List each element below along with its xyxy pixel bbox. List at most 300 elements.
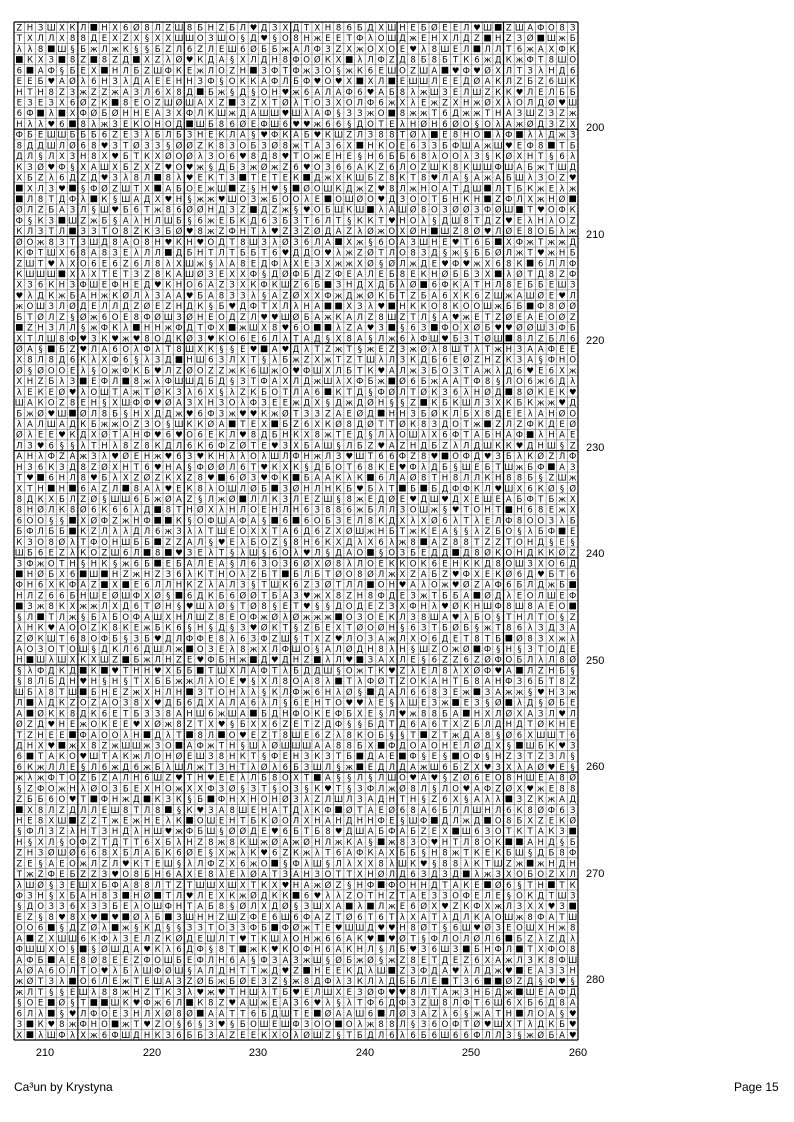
pattern-cell: Z — [38, 934, 44, 944]
pattern-cell: Т — [207, 249, 214, 259]
pattern-cell: Т — [463, 420, 470, 430]
pattern-cell: Н — [133, 891, 139, 901]
pattern-cell: ж — [473, 1009, 481, 1019]
pattern-cell: К — [176, 816, 182, 826]
pattern-cell — [314, 656, 321, 663]
pattern-cell: З — [155, 291, 160, 301]
pattern-cell: O — [90, 967, 97, 977]
pattern-cell: O — [484, 120, 491, 130]
pattern-cell: Ø — [59, 387, 66, 398]
pattern-cell: З — [176, 913, 181, 923]
pattern-cell: ♥ — [399, 463, 407, 473]
pattern-cell: 8 — [144, 441, 149, 451]
pattern-cell: Е — [208, 131, 213, 141]
pattern-cell: ♥ — [186, 891, 194, 901]
pattern-cell: Т — [346, 677, 353, 687]
pattern-cell: Ф — [250, 924, 257, 934]
pattern-cell: К — [314, 752, 320, 762]
pattern-cell: 8 — [464, 216, 469, 226]
pattern-cell: Б — [527, 77, 533, 87]
pattern-cell: Б — [123, 784, 129, 794]
pattern-cell: λ — [400, 281, 405, 291]
pattern-cell: λ — [113, 934, 118, 944]
pattern-cell: Z — [325, 634, 331, 644]
pattern-cell: O — [80, 977, 87, 987]
pattern-cell: 6 — [410, 152, 415, 162]
pattern-cell: Е — [91, 377, 96, 387]
pattern-cell: Х — [431, 902, 437, 912]
pattern-cell: λ — [81, 441, 86, 451]
pattern-cell: Б — [517, 656, 523, 666]
pattern-cell: Ш — [121, 1031, 130, 1041]
pattern-cell: Д — [101, 645, 108, 655]
pattern-cell — [90, 999, 97, 1006]
pattern-cell: Б — [399, 945, 405, 955]
pattern-cell: К — [495, 152, 501, 162]
pattern-cell: λ — [102, 452, 107, 462]
pattern-cell: Z — [538, 334, 544, 344]
pattern-cell: ж — [569, 474, 577, 484]
pattern-cell: З — [91, 334, 96, 344]
pattern-cell: Т — [207, 688, 214, 698]
pattern-cell: Н — [218, 956, 224, 966]
pattern-cell: А — [421, 806, 427, 816]
pattern-cell — [186, 817, 193, 824]
pattern-cell: Ш — [313, 859, 322, 869]
pattern-cell: Н — [399, 924, 405, 934]
pattern-cell: Ш — [483, 441, 492, 451]
pattern-cell: 8 — [155, 270, 160, 280]
pattern-cell: O — [495, 913, 502, 923]
pattern-cell: § — [262, 516, 266, 526]
pattern-cell: Ш — [355, 527, 364, 537]
pattern-cell: Т — [292, 602, 299, 612]
pattern-cell: Т — [80, 967, 87, 977]
pattern-cell: § — [443, 774, 447, 784]
pattern-cell: З — [208, 645, 213, 655]
pattern-cell: O — [346, 602, 353, 612]
pattern-cell: Е — [453, 634, 458, 644]
pattern-cell: Е — [112, 720, 117, 730]
pattern-cell: Т — [26, 88, 33, 98]
pattern-cell: Ø — [303, 837, 310, 848]
pattern-cell: З — [123, 934, 128, 944]
pattern-cell: Ф — [526, 420, 533, 430]
pattern-cell: Ø — [346, 687, 353, 698]
pattern-cell: Ø — [474, 740, 481, 751]
pattern-cell: Л — [463, 441, 469, 451]
pattern-cell — [325, 388, 332, 395]
pattern-cell: Л — [506, 420, 512, 430]
pattern-cell: Н — [27, 24, 33, 34]
pattern-cell — [527, 260, 534, 267]
pattern-cell: А — [16, 934, 22, 944]
pattern-cell: Е — [432, 259, 437, 269]
pattern-cell: Л — [80, 806, 86, 816]
pattern-cell: Ø — [250, 44, 257, 55]
pattern-cell — [69, 120, 76, 127]
pattern-cell: А — [421, 913, 427, 923]
pattern-cell: 8 — [400, 270, 405, 280]
pattern-cell: Д — [357, 120, 364, 130]
pattern-cell: 6 — [378, 999, 383, 1009]
pattern-cell: § — [241, 741, 245, 751]
pattern-cell: Н — [293, 656, 299, 666]
pattern-cell: Ш — [355, 924, 364, 934]
pattern-cell: Z — [144, 66, 150, 76]
pattern-cell: Т — [48, 613, 55, 623]
pattern-cell: ж — [15, 988, 23, 998]
pattern-cell — [27, 1021, 34, 1028]
pattern-cell: Ш — [270, 581, 279, 591]
pattern-cell: 6 — [517, 366, 522, 376]
pattern-cell — [37, 613, 44, 620]
pattern-cell: Н — [495, 34, 501, 44]
pattern-cell: Т — [186, 774, 193, 784]
pattern-cell: Л — [37, 34, 43, 44]
pattern-cell: Т — [463, 366, 470, 376]
pattern-cell: ж — [260, 195, 268, 205]
pattern-cell: 6 — [251, 1009, 256, 1019]
pattern-cell: З — [453, 945, 458, 955]
pattern-cell: Б — [251, 816, 257, 826]
pattern-cell: Б — [112, 634, 118, 644]
pattern-cell: ж — [143, 624, 151, 634]
pattern-cell: ♥ — [505, 967, 513, 977]
pattern-cell: Ø — [112, 590, 119, 601]
pattern-cell: Z — [378, 163, 384, 173]
pattern-cell: Z — [400, 441, 406, 451]
pattern-cell — [271, 420, 278, 427]
pattern-cell: А — [357, 838, 363, 848]
pattern-cell: Н — [133, 988, 139, 998]
pattern-cell: Z — [91, 527, 97, 537]
pattern-cell: 6 — [70, 902, 75, 912]
pattern-cell: 6 — [315, 216, 320, 226]
pattern-cell: Л — [463, 838, 469, 848]
pattern-cell: ♥ — [452, 238, 460, 248]
pattern-cell: Л — [144, 806, 150, 816]
pattern-cell: Ø — [399, 933, 406, 944]
pattern-cell: Ш — [217, 527, 226, 537]
pattern-cell: Л — [101, 527, 107, 537]
pattern-cell: Т — [431, 109, 438, 119]
pattern-cell: Т — [335, 356, 342, 366]
pattern-cell: 8 — [59, 1020, 64, 1030]
pattern-cell: Т — [229, 1009, 236, 1019]
pattern-cell: Ф — [548, 356, 555, 366]
pattern-cell — [101, 581, 108, 588]
pattern-cell: 6 — [70, 634, 75, 644]
pattern-cell: Д — [271, 967, 278, 977]
pattern-cell: А — [293, 870, 299, 880]
pattern-cell: ♥ — [484, 763, 492, 773]
pattern-cell: Ш — [174, 967, 183, 977]
pattern-cell: Ø — [80, 408, 87, 419]
pattern-cell: Е — [219, 45, 224, 55]
pattern-cell: ♥ — [239, 409, 247, 419]
pattern-cell: З — [527, 645, 532, 655]
pattern-cell: Т — [452, 977, 459, 987]
pattern-cell: Т — [122, 141, 129, 151]
pattern-cell: ♥ — [218, 1020, 226, 1030]
pattern-cell: O — [356, 891, 363, 901]
pattern-cell: 8 — [549, 302, 554, 312]
pattern-cell: λ — [70, 549, 75, 559]
pattern-cell: З — [112, 77, 117, 87]
pattern-cell: Ф — [101, 516, 108, 526]
pattern-cell: Д — [537, 538, 544, 548]
pattern-cell: ♥ — [282, 152, 290, 162]
pattern-cell: А — [538, 45, 544, 55]
pattern-cell: Л — [240, 24, 246, 34]
pattern-cell: § — [145, 34, 149, 44]
pattern-cell: Б — [251, 249, 257, 259]
pattern-cell: λ — [208, 602, 213, 612]
pattern-cell: Ш — [547, 34, 556, 44]
pattern-cell: З — [325, 99, 330, 109]
pattern-cell: λ — [400, 913, 405, 923]
pattern-cell: Н — [229, 967, 235, 977]
pattern-cell: Е — [453, 741, 458, 751]
pattern-cell: § — [347, 774, 351, 784]
pattern-cell: А — [240, 131, 246, 141]
pattern-cell — [229, 185, 236, 192]
pattern-cell: Л — [495, 281, 501, 291]
pattern-cell: А — [336, 88, 342, 98]
pattern-cell: Л — [112, 859, 118, 869]
pattern-cell: Т — [133, 806, 140, 816]
pattern-cell: ♥ — [196, 452, 204, 462]
pattern-cell: ж — [356, 666, 364, 676]
pattern-cell: Ф — [16, 216, 23, 226]
pattern-cell: λ — [347, 859, 352, 869]
pattern-cell: Т — [186, 881, 193, 891]
pattern-cell: Д — [431, 463, 438, 473]
pattern-cell: Ш — [483, 602, 492, 612]
pattern-cell: З — [229, 141, 234, 151]
pattern-cell: O — [208, 238, 215, 248]
pattern-cell: Х — [155, 838, 161, 848]
pattern-cell: Е — [304, 731, 309, 741]
pattern-cell: Z — [112, 656, 118, 666]
pattern-cell: Ш — [217, 109, 226, 119]
pattern-cell: Х — [485, 902, 491, 912]
pattern-cell: Е — [559, 420, 564, 430]
pattern-cell: Б — [261, 709, 267, 719]
pattern-cell: Ø — [335, 955, 342, 966]
pattern-cell: К — [282, 131, 288, 141]
pattern-cell: Z — [27, 784, 33, 794]
pattern-cell: ♥ — [260, 849, 268, 859]
pattern-cell: Б — [538, 527, 544, 537]
pattern-cell: Л — [208, 495, 214, 505]
pattern-cell: Ш — [419, 645, 428, 655]
pattern-cell: Д — [325, 227, 332, 237]
pattern-cell: Б — [123, 163, 129, 173]
pattern-cell: Х — [559, 366, 565, 376]
pattern-cell: Л — [399, 366, 405, 376]
pattern-cell: К — [293, 463, 299, 473]
pattern-cell: § — [496, 613, 500, 623]
pattern-cell: Н — [442, 677, 448, 687]
pattern-cell: К — [421, 270, 427, 280]
pattern-cell: Т — [292, 334, 299, 344]
pattern-cell: Ф — [303, 366, 310, 376]
pattern-cell: З — [176, 388, 181, 398]
pattern-cell: К — [250, 388, 256, 398]
pattern-cell: Д — [37, 720, 44, 730]
pattern-cell: Z — [442, 570, 448, 580]
pattern-cell: Ø — [516, 323, 523, 334]
pattern-cell: Е — [400, 141, 405, 151]
pattern-cell: З — [240, 377, 245, 387]
pattern-cell: 6 — [432, 945, 437, 955]
pattern-cell: Ш — [228, 484, 237, 494]
pattern-cell: § — [283, 699, 287, 709]
pattern-cell: Н — [367, 141, 373, 151]
pattern-cell: O — [569, 56, 576, 66]
pattern-cell: Ø — [250, 601, 257, 612]
pattern-cell: Т — [558, 570, 565, 580]
pattern-cell: Л — [527, 666, 533, 676]
pattern-cell: Х — [304, 816, 310, 826]
pattern-cell: ж — [345, 259, 353, 269]
pattern-cell: O — [176, 152, 183, 162]
pattern-cell: Х — [70, 270, 76, 280]
pattern-cell: § — [209, 163, 213, 173]
pattern-cell: ♥ — [452, 313, 460, 323]
pattern-cell — [506, 838, 513, 845]
pattern-cell: А — [474, 784, 480, 794]
pattern-cell — [69, 410, 76, 417]
pattern-cell: Ш — [557, 474, 566, 484]
pattern-cell: § — [294, 902, 298, 912]
pattern-cell: O — [505, 559, 512, 569]
pattern-cell — [452, 753, 459, 760]
pattern-cell: Ш — [121, 195, 130, 205]
pattern-cell: Б — [548, 227, 554, 237]
pattern-cell: ♥ — [133, 720, 141, 730]
pattern-cell: ж — [516, 56, 524, 66]
pattern-cell: Н — [144, 452, 150, 462]
pattern-cell: 8 — [410, 924, 415, 934]
pattern-cell: O — [229, 77, 236, 87]
pattern-cell: Е — [59, 859, 64, 869]
pattern-cell: Д — [80, 431, 87, 441]
pattern-cell: Е — [38, 431, 43, 441]
pattern-cell: λ — [411, 666, 416, 676]
pattern-cell: 8 — [304, 977, 309, 987]
pattern-cell: λ — [123, 174, 128, 184]
pattern-cell: Л — [69, 495, 75, 505]
pattern-cell: O — [442, 366, 449, 376]
pattern-cell: Z — [410, 291, 416, 301]
pattern-cell: З — [464, 988, 469, 998]
pattern-cell: 6 — [134, 559, 139, 569]
pattern-cell: § — [28, 838, 32, 848]
pattern-cell: Т — [399, 527, 406, 537]
pattern-cell: 8 — [453, 163, 458, 173]
pattern-cell: Ø — [261, 762, 268, 773]
pattern-cell: λ — [496, 366, 501, 376]
pattern-cell: Ф — [537, 913, 544, 923]
pattern-cell: Ф — [26, 956, 33, 966]
pattern-cell: Н — [165, 463, 171, 473]
pattern-cell: Н — [176, 613, 182, 623]
pattern-cell: O — [325, 66, 332, 76]
pattern-cell: § — [379, 259, 383, 269]
pattern-cell: Л — [123, 66, 129, 76]
pattern-cell: Ш — [440, 227, 449, 237]
pattern-cell: 6 — [293, 913, 298, 923]
pattern-cell: Н — [91, 291, 97, 301]
pattern-cell: Е — [251, 334, 256, 344]
pattern-cell: Ф — [420, 816, 427, 826]
pattern-cell: К — [495, 549, 501, 559]
pattern-cell: Л — [569, 709, 575, 719]
pattern-cell: А — [27, 420, 33, 430]
pattern-cell — [378, 410, 385, 417]
pattern-cell: Е — [325, 709, 330, 719]
pattern-cell: O — [346, 1020, 353, 1030]
pattern-cell: Ø — [505, 151, 512, 162]
pattern-cell: Ф — [463, 66, 470, 76]
pattern-cell: ♥ — [377, 366, 385, 376]
pattern-cell: ж — [154, 495, 162, 505]
pattern-cell: А — [240, 709, 246, 719]
pattern-cell: Х — [548, 634, 554, 644]
pattern-cell: Е — [91, 302, 96, 312]
pattern-cell: § — [28, 366, 32, 376]
pattern-cell: ж — [367, 527, 375, 537]
pattern-cell: Т — [367, 452, 374, 462]
pattern-cell: Т — [90, 441, 97, 451]
pattern-cell: 8 — [527, 602, 532, 612]
pattern-cell: 8 — [27, 677, 32, 687]
pattern-cell — [80, 571, 87, 578]
pattern-cell: Д — [527, 570, 534, 580]
pattern-cell — [48, 924, 55, 931]
pattern-cell: 6 — [166, 870, 171, 880]
pattern-cell: Д — [165, 441, 172, 451]
pattern-cell: ♥ — [516, 88, 524, 98]
pattern-cell — [506, 699, 513, 706]
pattern-cell: Ф — [505, 131, 512, 141]
pattern-cell: Х — [59, 24, 65, 34]
pattern-cell: O — [442, 152, 449, 162]
pattern-cell: А — [527, 709, 533, 719]
pattern-cell: К — [495, 849, 501, 859]
pattern-cell: К — [240, 216, 246, 226]
pattern-cell: Д — [378, 720, 385, 730]
pattern-cell: O — [548, 206, 555, 216]
pattern-cell: А — [16, 709, 22, 719]
pattern-cell: Ш — [164, 99, 173, 109]
pattern-cell: А — [485, 1009, 491, 1019]
pattern-cell: Ø — [239, 119, 246, 130]
pattern-cell: Н — [538, 838, 544, 848]
pattern-cell: Е — [506, 409, 511, 419]
pattern-cell: ж — [537, 784, 545, 794]
pattern-cell — [197, 1010, 204, 1017]
pattern-cell: Ø — [112, 108, 119, 119]
pattern-cell: Z — [123, 688, 129, 698]
pattern-cell: Х — [346, 377, 352, 387]
pattern-cell: К — [410, 859, 416, 869]
pattern-cell: Б — [325, 206, 331, 216]
pattern-cell: З — [208, 752, 213, 762]
